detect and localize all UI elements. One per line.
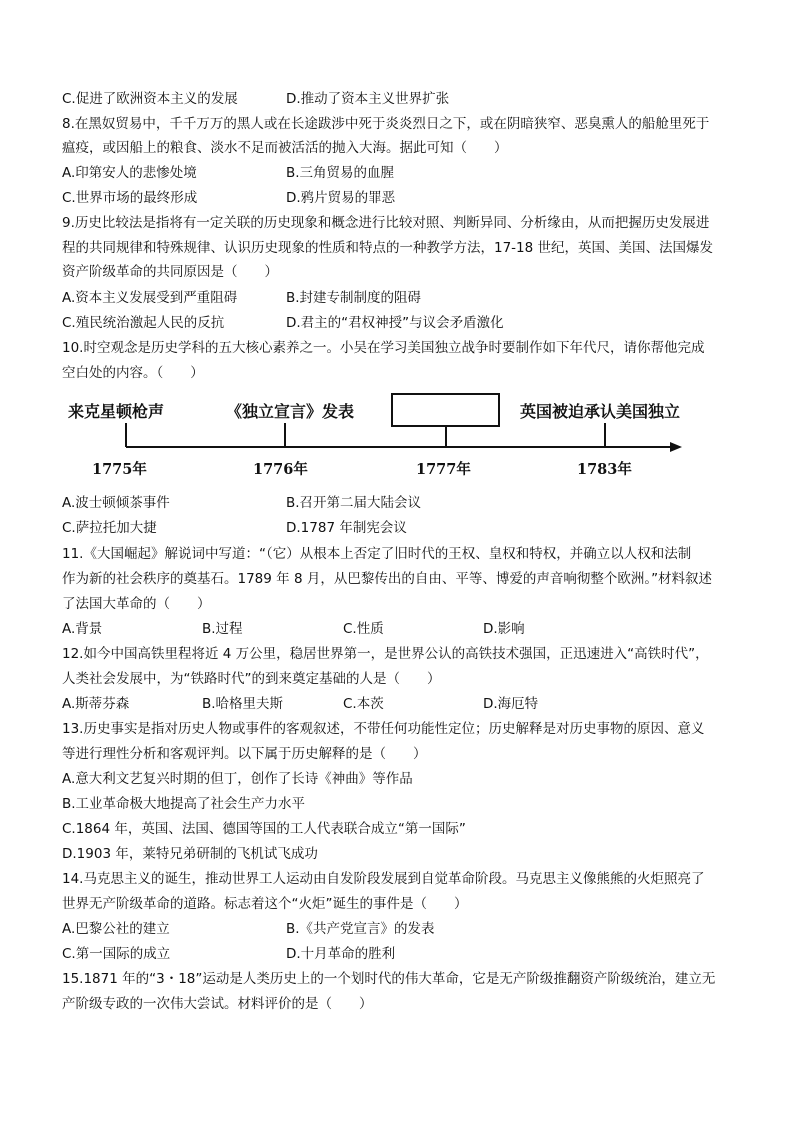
- timeline-year-1776: 1776年: [253, 461, 308, 478]
- q12-option-a: A.斯蒂芬森: [62, 696, 130, 712]
- q10-option-b: B.召开第二届大陆会议: [286, 495, 422, 511]
- timeline-event-lexington: 来克星顿枪声: [68, 402, 165, 421]
- q11-stem-line1: 11.《大国崛起》解说词中写道：“（它）从根本上否定了旧时代的王权、皇权和特权，并确立以人权和法制: [62, 546, 692, 562]
- timeline-year-1783: 1783年: [577, 461, 632, 478]
- q10-option-c: C.萨拉托加大捷: [62, 520, 157, 536]
- q14-option-a: A.巴黎公社的建立: [62, 921, 170, 937]
- q9-stem-line3: 资产阶级革命的共同原因是（ ）: [62, 264, 278, 280]
- q14-stem-line2: 世界无产阶级革命的道路。标志着这个“火炬”诞生的事件是（ ）: [62, 896, 468, 912]
- q14-option-c: C.第一国际的成立: [62, 946, 171, 962]
- q12-option-d: D.海厄特: [483, 696, 539, 712]
- q13-option-c: C.1864 年，英国、法国、德国等国的工人代表联合成立“第一国际”: [62, 821, 466, 837]
- timeline-event-declaration: 《独立宣言》发表: [226, 402, 355, 421]
- q8-stem-line2: 瘟疫，或因船上的粮食、淡水不足而被活活的抛入大海。据此可知（ ）: [62, 140, 508, 156]
- q11-option-c: C.性质: [343, 621, 384, 637]
- q10-stem-line1: 10.时空观念是历史学科的五大核心素养之一。小吴在学习美国独立战争时要制作如下年代尺，请你帮他完成: [62, 340, 705, 356]
- timeline-axis: [0, 0, 794, 500]
- q10-option-a: A.波士顿倾茶事件: [62, 495, 170, 511]
- q9-stem-line2: 程的共同规律和特殊规律、认识历史现象的性质和特点的一种教学方法，17-18 世纪，英国、美国、法国爆发: [62, 240, 714, 256]
- q9-option-b: B.封建专制制度的阻碍: [286, 290, 422, 306]
- q13-option-b: B.工业革命极大地提高了社会生产力水平: [62, 796, 306, 812]
- timeline-year-1777: 1777年: [416, 461, 471, 478]
- q11-option-d: D.影响: [483, 621, 525, 637]
- q7-option-c: C.促进了欧洲资本主义的发展: [62, 91, 238, 107]
- q13-stem-line1: 13.历史事实是指对历史人物或事件的客观叙述，不带任何功能性定位；历史解释是对历史事物的原因、意义: [62, 721, 705, 737]
- q9-stem-line1: 9.历史比较法是指将有一定关联的历史现象和概念进行比较对照、判断异同、分析缘由，从而把握历史发展进: [62, 215, 710, 231]
- q13-option-d: D.1903 年，莱特兄弟研制的飞机试飞成功: [62, 846, 318, 862]
- q8-option-b: B.三角贸易的血腥: [286, 165, 395, 181]
- q15-stem-line1: 15.1871 年的“3・18”运动是人类历史上的一个划时代的伟大革命，它是无产阶级推翻资产阶级统治，建立无: [62, 971, 716, 987]
- q14-option-b: B.《共产党宣言》的发表: [286, 921, 435, 937]
- timeline-year-1775: 1775年: [92, 461, 147, 478]
- q13-option-a: A.意大利文艺复兴时期的但丁，创作了长诗《神曲》等作品: [62, 771, 413, 787]
- q10-stem-line2: 空白处的内容。（ ）: [62, 365, 204, 381]
- timeline-event-recognition: 英国被迫承认美国独立: [520, 402, 681, 421]
- q15-stem-line2: 产阶级专政的一次伟大尝试。材料评价的是（ ）: [62, 996, 373, 1012]
- q12-stem-line1: 12.如今中国高铁里程将近 4 万公里，稳居世界第一，是世界公认的高铁技术强国，正迅速进入“高铁时代”，: [62, 646, 709, 662]
- q11-stem-line3: 了法国大革命的（ ）: [62, 596, 211, 612]
- q9-option-a: A.资本主义发展受到严重阻碍: [62, 290, 238, 306]
- q11-option-b: B.过程: [202, 621, 243, 637]
- timeline-arrowhead: [670, 442, 682, 452]
- q7-option-d: D.推动了资本主义世界扩张: [286, 91, 450, 107]
- q8-option-c: C.世界市场的最终形成: [62, 190, 198, 206]
- q10-option-d: D.1787 年制宪会议: [286, 520, 407, 536]
- q12-stem-line2: 人类社会发展中，为“铁路时代”的到来奠定基础的人是（ ）: [62, 671, 441, 687]
- q8-option-a: A.印第安人的悲惨处境: [62, 165, 197, 181]
- q13-stem-line2: 等进行理性分析和客观评判。以下属于历史解释的是（ ）: [62, 746, 427, 762]
- q11-stem-line2: 作为新的社会秩序的奠基石。1789 年 8 月，从巴黎传出的自由、平等、博爱的声音响彻整个欧洲。”材料叙述: [62, 571, 713, 587]
- q9-option-d: D.君主的“君权神授”与议会矛盾激化: [286, 315, 504, 331]
- q11-option-a: A.背景: [62, 621, 103, 637]
- q8-stem-line1: 8.在黑奴贸易中，千千万万的黑人或在长途跋涉中死于炎炎烈日之下，或在阴暗狭窄、恶臭熏人的船舱里死于: [62, 116, 710, 132]
- q14-stem-line1: 14.马克思主义的诞生，推动世界工人运动由自发阶段发展到自觉革命阶段。马克思主义像熊熊的火炬照亮了: [62, 871, 705, 887]
- q12-option-b: B.哈格里夫斯: [202, 696, 284, 712]
- q14-option-d: D.十月革命的胜利: [286, 946, 396, 962]
- q9-option-c: C.殖民统治激起人民的反抗: [62, 315, 225, 331]
- q12-option-c: C.本茨: [343, 696, 384, 712]
- timeline-blank-box: [392, 394, 499, 426]
- q8-option-d: D.鸦片贸易的罪恶: [286, 190, 396, 206]
